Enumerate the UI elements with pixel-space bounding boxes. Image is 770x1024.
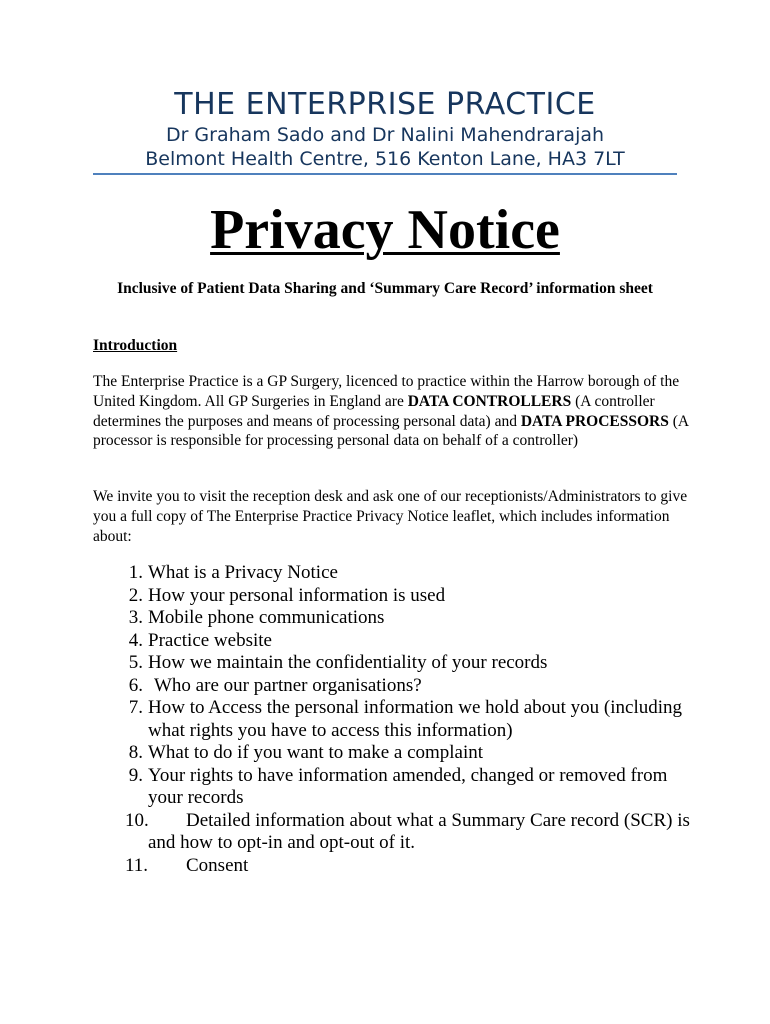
list-item-text: How to Access the personal information we hold about you (including what rights you have to access this information) [148,697,683,741]
list-item [93,697,693,742]
introduction-heading: Introduction [93,337,178,354]
list-item-text: Who are our partner organisations? [154,674,422,696]
doctors-names: Dr Graham Sado and Dr Nalini Mahendrarajah [165,124,605,146]
introduction-paragraph-2: We invite you to visit the reception desk and ask one of our receptionists/Administrators to give you a full copy of The Enterprise Practice Privacy Notice leaflet, which includes information about: [93,488,688,545]
list-item-text: How we maintain the confidentiality of your records [148,652,548,673]
introduction-paragraph-1 [93,372,693,451]
topics-list [93,562,693,877]
list-item [93,855,693,878]
list-item [93,742,693,765]
practice-name: THE ENTERPRISE PRACTICE [174,87,596,122]
intro-text-2: (A controller determines the purposes and means of processing personal data) and [93,392,655,430]
list-item [93,810,693,855]
page-title: Privacy Notice [210,199,560,261]
list-item [93,675,693,698]
list-item-number: 9. [128,764,143,786]
data-controllers-term: DATA CONTROLLERS [407,392,572,410]
list-item-number: 8. [128,742,143,763]
list-item-text: Detailed information about what a Summary Care record (SCR) is and how to opt-in and opt-out of it. [148,809,690,853]
list-item-text: Practice website [148,629,272,651]
list-item-text: Mobile phone communications [148,607,385,628]
list-item-number: 10. [125,809,149,831]
list-item-text: What to do if you want to make a complaint [148,742,484,763]
list-item [93,652,693,675]
header-divider [93,173,677,175]
practice-address: Belmont Health Centre, 516 Kenton Lane, HA3 7LT [145,148,625,170]
list-item-text: How your personal information is used [148,584,446,606]
list-item-number: 6. [128,674,143,696]
list-item [93,765,693,810]
list-item-number: 11. [125,854,149,876]
page-subtitle: Inclusive of Patient Data Sharing and ‘Summary Care Record’ information sheet [117,280,653,297]
intro-text-3: (A processor is responsible for processing personal data on behalf of a controller) [93,412,689,450]
list-item-number: 5. [128,652,143,673]
list-item [93,630,693,653]
list-item-number: 1. [128,562,143,583]
list-item [93,585,693,608]
list-item-text: What is a Privacy Notice [148,562,338,583]
list-item [93,607,693,630]
list-item-text: Your rights to have information amended, changed or removed from your records [148,764,668,808]
intro-text-1: The Enterprise Practice is a GP Surgery, licenced to practice within the Harrow borough of the United Kingdom. All GP Surgeries in England are [93,373,680,410]
list-item-number: 2. [128,584,143,606]
list-item-number: 4. [128,629,143,651]
list-item-number: 3. [128,607,143,628]
list-item-text: Consent [186,854,249,876]
list-item-number: 7. [128,697,143,718]
data-processors-term: DATA PROCESSORS [520,412,669,430]
list-item [93,562,693,585]
